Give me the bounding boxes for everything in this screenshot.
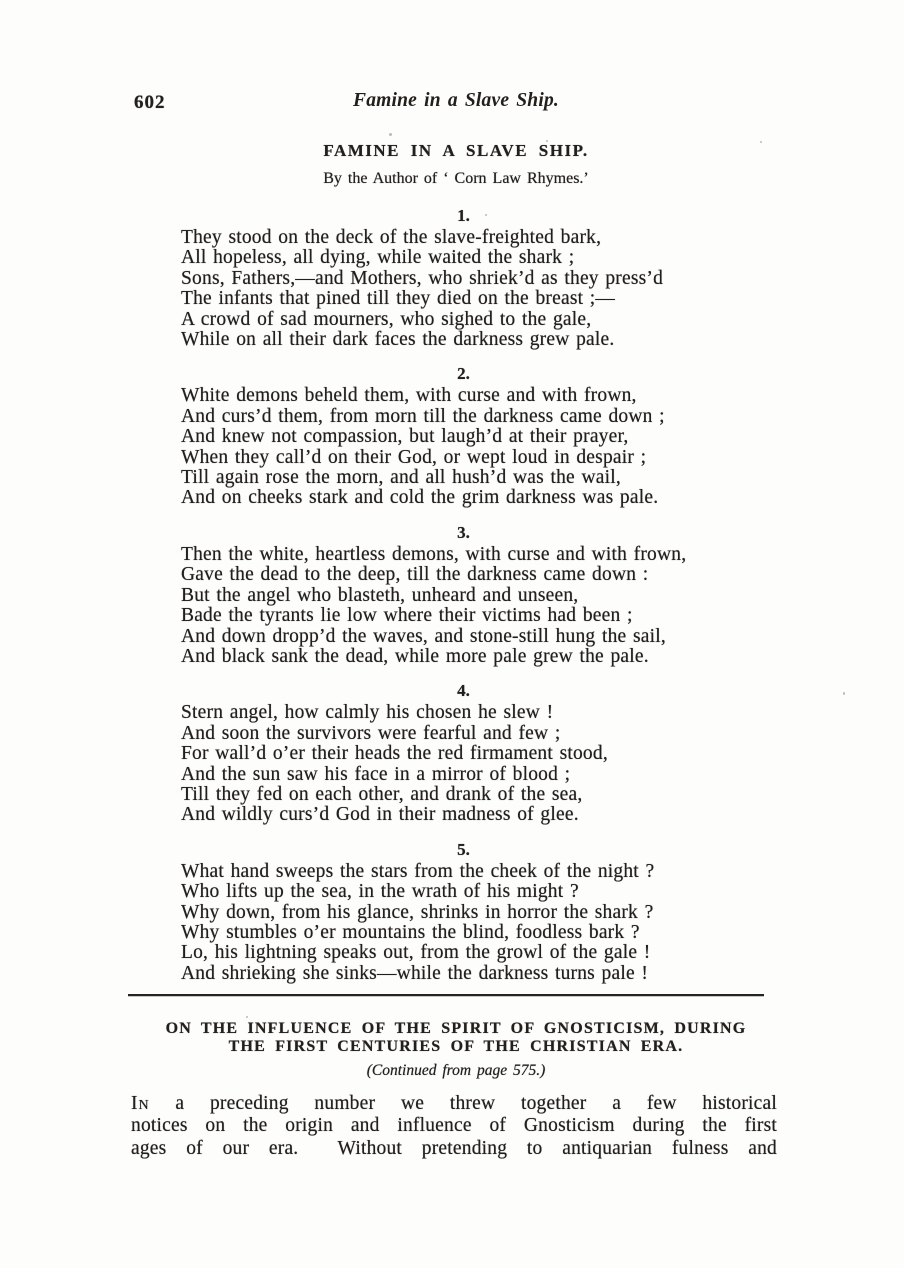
paragraph-line: ages of our era. Without pretending to antiquarian fulness and: [131, 1137, 777, 1159]
poem-line: A crowd of sad mourners, who sighed to the gale,: [181, 308, 592, 330]
poem-line: The infants that pined till they died on the breast ;—: [181, 288, 616, 310]
poem-line: Then the white, heartless demons, with curse and with frown,: [181, 543, 687, 565]
scan-speck: [546, 140, 548, 142]
poem-line: Why stumbles o’er mountains the blind, foodless bark ?: [181, 921, 640, 943]
article-heading-line2: THE FIRST CENTURIES OF THE CHRISTIAN ERA.: [228, 1037, 684, 1055]
poem-line: When they call’d on their God, or wept loud in despair ;: [181, 446, 647, 468]
poem-line: Sons, Fathers,—and Mothers, who shriek’d as they press’d: [181, 267, 664, 289]
stanza-1: [181, 205, 746, 350]
poem-line: Who lifts up the sea, in the wrath of his might ?: [181, 881, 579, 903]
poem-line: Stern angel, how calmly his chosen he slew !: [181, 702, 554, 724]
article-body: [131, 1093, 777, 1160]
poem: [181, 205, 746, 997]
poem-line: Gave the dead to the deep, till the darkness came down :: [181, 564, 649, 586]
running-header: Famine in a Slave Ship.: [352, 90, 559, 111]
stanza-number: 5.: [457, 839, 470, 859]
paragraph-line-text: a preceding number we threw together a few historical: [175, 1093, 777, 1114]
poem-line: Lo, his lightning speaks out, from the growl of the gale !: [181, 942, 651, 964]
poem-line: But the angel who blasteth, unheard and unseen,: [181, 584, 579, 606]
section-divider: [128, 994, 764, 996]
scan-speck: [843, 692, 845, 695]
stanza-2: [181, 363, 746, 508]
poem-line: And knew not compassion, but laugh’d at their prayer,: [181, 426, 629, 448]
stanza-number: 4.: [457, 681, 470, 701]
poem-line: For wall’d o’er their heads the red firmament stood,: [181, 743, 608, 765]
poem-line: Why down, from his glance, shrinks in horror the shark ?: [181, 901, 654, 923]
poem-line: And down dropp’d the waves, and stone-still hung the sail,: [181, 625, 666, 647]
paragraph-line: notices on the origin and influence of Gnosticism during the first: [131, 1115, 777, 1137]
poem-line: All hopeless, all dying, while waited the shark ;: [181, 247, 575, 269]
stanza-3: [181, 522, 746, 667]
paragraph-line: [131, 1093, 777, 1115]
stanza-number: 2.: [457, 364, 470, 384]
scan-speck: [389, 133, 392, 136]
poem-line: And shrieking she sinks—while the darkness turns pale !: [181, 962, 649, 984]
stanza-number: 1.: [457, 206, 470, 225]
poem-line: Till they fed on each other, and drank of the sea,: [181, 783, 583, 805]
stanza-number: 3.: [457, 522, 470, 542]
poem-line: And curs’d them, from morn till the darkness came down ;: [181, 405, 665, 427]
scan-speck: [760, 141, 762, 143]
poem-line: While on all their dark faces the darkness grew pale.: [181, 329, 615, 351]
poem-title: FAMINE IN A SLAVE SHIP.: [323, 141, 589, 160]
poem-line: And wildly curs’d God in their madness of glee.: [181, 804, 579, 826]
page-number: 602: [134, 92, 166, 113]
article-heading-line1: ON THE INFLUENCE OF THE SPIRIT OF GNOSTICISM, DURING: [165, 1020, 747, 1037]
stanza-5: [181, 839, 746, 984]
stanza-4: [181, 680, 746, 825]
poem-line: And soon the survivors were fearful and few ;: [181, 722, 561, 744]
lead-word: In: [131, 1093, 150, 1114]
article-heading: [8, 1020, 904, 1055]
poem-line: And black sank the dead, while more pale grew the pale.: [181, 645, 649, 667]
poem-line: And the sun saw his face in a mirror of blood ;: [181, 763, 571, 785]
poem-line: They stood on the deck of the slave-freighted bark,: [181, 227, 602, 248]
poem-line: Bade the tyrants lie low where their victims had been ;: [181, 605, 633, 627]
poem-line: White demons beheld them, with curse and with frown,: [181, 385, 637, 407]
continued-note: (Continued from page 575.): [366, 1062, 546, 1079]
scan-speck: [485, 214, 487, 216]
poem-line: What hand sweeps the stars from the cheek of the night ?: [181, 860, 655, 882]
poem-line: And on cheeks stark and cold the grim darkness was pale.: [181, 487, 659, 509]
poem-byline: By the Author of ‘ Corn Law Rhymes.’: [323, 170, 589, 187]
scan-speck: [246, 1016, 248, 1018]
poem-line: Till again rose the morn, and all hush’d was the wail,: [181, 467, 621, 489]
